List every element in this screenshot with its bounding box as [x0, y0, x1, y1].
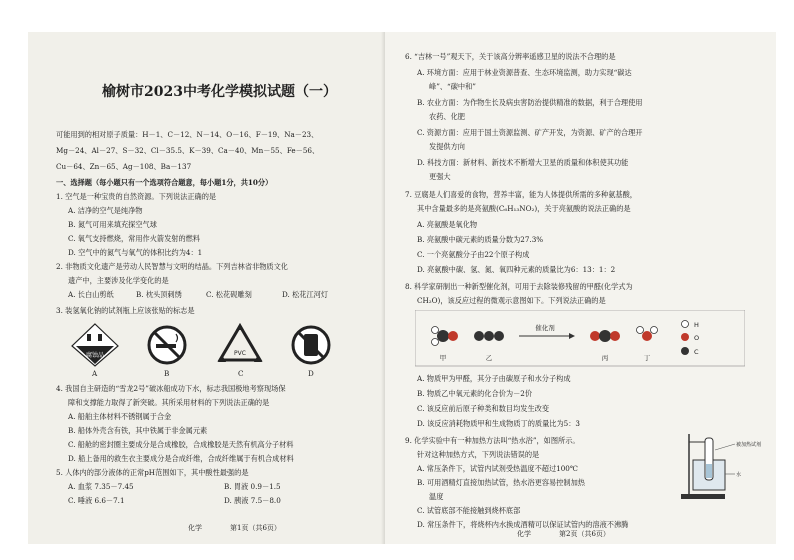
- q9-option-line-5: D. 常压条件下，将烧杯内水换成酒精可以保证试管内的溶液不沸腾: [417, 520, 629, 529]
- sign-label-c: C: [238, 369, 244, 378]
- atomic-mass-line-3: Cu－64、Zn－65、Ag－108、Ba－137: [56, 162, 192, 171]
- q4-option-a: A. 船舶主体材料不锈钢属于合金: [68, 412, 172, 421]
- q1-option-c: C. 氧气支持燃烧，常用作火箭发射的燃料: [68, 234, 201, 243]
- legend-h: H: [694, 321, 699, 329]
- q6-option-line-1: A. 环境方面：应用于林业资源普查、生态环境监测，助力实现“碳达: [417, 68, 632, 77]
- q2-option-b: B. 枕头顶刺绣: [136, 290, 182, 299]
- footer-page-2: 第2页（共6页）: [559, 530, 610, 538]
- q9-option-line-1: A. 常压条件下，试管内试剂受热温度不超过100℃: [417, 464, 578, 473]
- q6-option-line-2: 峰”、“碳中和”: [429, 82, 476, 91]
- q3-stem: 3. 装氢氧化钠的试剂瓶上应该张贴的标志是: [56, 306, 195, 315]
- q6-option-line-8: 更强大: [429, 172, 451, 181]
- figure-label-reagent: 被加热试剂: [736, 442, 762, 448]
- q5-stem: 5. 人体内的部分液体的正常pH范围如下，其中酸性最强的是: [56, 468, 249, 477]
- label-ding: 丁: [643, 354, 651, 362]
- q1-option-a: A. 洁净的空气是纯净物: [68, 206, 143, 215]
- q6-option-line-7: D. 科技方面：新材料、新技术不断增大卫星的质量和体积使其功能: [417, 158, 629, 167]
- q2-option-a: A. 长白山剪纸: [68, 290, 114, 299]
- q4-option-d: D. 船上备用的救生衣主要成分是合成纤维，合成纤维属于有机合成材料: [68, 454, 294, 463]
- q9-stem-2: 针对这种加热方式，下列说法错误的是: [417, 450, 540, 459]
- q1-option-b: B. 氮气可用来填充探空气球: [68, 220, 157, 229]
- sign-label-d: D: [308, 369, 314, 378]
- corrosive-sign-icon: [70, 322, 120, 368]
- footer-page-1: 第1页（共6页）: [230, 524, 281, 532]
- q9-option-line-2: B. 可用酒精灯直接加热试管，热水浴更容易控制加热: [417, 478, 585, 487]
- corrosive-sign-text: 腐蚀品: [85, 352, 105, 359]
- q8-option-b: B. 物质乙中氧元素的化合价为－2价: [417, 389, 533, 398]
- atomic-mass-line-2: Mg－24、Al－27、S－32、Cl－35.5、K－39、Ca－40、Mn－55、Fe－56、: [56, 146, 320, 155]
- q4-option-c: C. 船舱的密封圈主要成分是合成橡胶，合成橡胶是天然有机高分子材料: [68, 440, 294, 449]
- q8-option-a: A. 物质甲为甲醛，其分子由碳原子和水分子构成: [417, 374, 571, 383]
- exam-page-1: [28, 32, 385, 544]
- q9-option-line-3: 温度: [429, 492, 444, 501]
- q7-stem-line-2: 其中含量最多的是亮氨酸(C₆H₁₃NO₂)，关于亮氨酸的说法正确的是: [417, 204, 631, 213]
- sign-label-b: B: [164, 369, 170, 378]
- q6-option-line-3: B. 农业方面：为作物生长及病虫害防治提供精准的数据，利于合理使用: [417, 98, 643, 107]
- q5-option-c: C. 唾液 6.6－7.1: [68, 496, 125, 505]
- q6-option-line-6: 发提供方向: [429, 142, 465, 151]
- exam-title: 榆树市2023中考化学模拟试题（一）: [102, 84, 337, 100]
- label-yi: 乙: [485, 354, 493, 362]
- q7-option-c: C. 一个亮氨酸分子由22个原子构成: [417, 250, 530, 259]
- footer-subject-1: 化学: [188, 524, 202, 532]
- q6-stem: 6. “吉林一号”观天下，关于该高分辨率遥感卫星的说法不合理的是: [405, 52, 616, 61]
- prohibition-barrel-sign-icon: [290, 324, 332, 366]
- legend-o: O: [694, 334, 700, 342]
- atomic-mass-line-1: 可能用到的相对原子质量：H－1、C－12、N－14、O－16、F－19、Na－23、: [56, 130, 319, 139]
- q5-option-a: A. 血浆 7.35－7.45: [68, 482, 134, 491]
- q7-option-b: B. 亮氨酸中碳元素的质量分数为27.3%: [417, 235, 544, 244]
- no-smoking-sign-icon: [146, 324, 188, 366]
- q8-option-d: D. 该反应消耗物质甲和生成物质丁的质量比为5：3: [417, 419, 580, 428]
- q7-option-d: D. 亮氨酸中碳、氢、氮、氧四种元素的质量比为6：13：1：2: [417, 265, 616, 274]
- catalyst-label: 催化剂: [535, 324, 555, 332]
- exam-page-2: [385, 32, 776, 544]
- q6-option-line-4: 农药、化肥: [429, 112, 465, 121]
- footer-subject-2: 化学: [517, 530, 531, 538]
- q4-stem-line-1: 4. 我国自主研造的“雪龙2号”破冰船成功下水，标志我国极地考察现场保: [56, 384, 286, 393]
- q7-option-a: A. 亮氨酸是氧化物: [417, 220, 478, 229]
- q9-stem: 9. 化学实验中有一种加热方法叫“热水浴”，如图所示。: [405, 436, 580, 445]
- q1-option-d: D. 空气中的氮气与氧气的体积比约为4：1: [68, 248, 203, 257]
- q9-option-line-4: C. 试管底部不能接触到烧杯底部: [417, 506, 521, 515]
- sign-label-a: A: [92, 369, 98, 378]
- label-bing: 丙: [601, 354, 609, 362]
- q2-stem-line-2: 遗产中，主要涉及化学变化的是: [68, 276, 169, 285]
- reaction-diagram: [415, 310, 745, 370]
- recycling-sign-icon: [216, 322, 264, 368]
- water-bath-figure: [675, 430, 771, 504]
- q8-option-c: C. 该反应前后原子种类和数目均发生改变: [417, 404, 550, 413]
- section-heading: 一、选择题（每小题只有一个选项符合题意，每小题1分，共10分）: [56, 178, 273, 187]
- q6-option-line-5: C. 资源方面：应用于国土资源监测、矿产开发，为资源、矿产的合理开: [417, 128, 643, 137]
- figure-label-water: 水: [736, 472, 742, 478]
- exam-sheet: [28, 32, 776, 544]
- q4-option-b: B. 船体外壳含有铁，其中铁属于非金属元素: [68, 426, 208, 435]
- q1-stem: 1. 空气是一种宝贵的自然资源。下列说法正确的是: [56, 192, 217, 201]
- q2-stem-line-1: 2. 非物质文化遗产是劳动人民智慧与文明的结晶。下列吉林省非物质文化: [56, 262, 288, 271]
- q4-stem-line-2: 障和支撑能力取得了新突破。其所采用材料的下列说法正确的是: [68, 398, 270, 407]
- q2-option-d: D. 松花江河灯: [282, 290, 329, 299]
- q2-option-c: C. 松花砚雕刻: [206, 290, 252, 299]
- legend-c: C: [694, 348, 699, 356]
- label-jia: 甲: [439, 354, 447, 362]
- q8-stem-line-1: 8. 科学家研制出一种新型催化剂，可用于去除装修残留的甲醛(化学式为: [405, 282, 633, 291]
- q5-option-b: B. 胃液 0.9－1.5: [224, 482, 281, 491]
- q7-stem-line-1: 7. 豆腐是人们喜爱的食物，营养丰富，能为人体提供所需的多种氨基酸，: [405, 190, 637, 199]
- pvc-text: PVC: [234, 350, 246, 357]
- molecule-jia-carbon: [437, 330, 449, 342]
- q8-stem-line-2: CH₂O)，该反应过程的微观示意图如下。下列说法正确的是: [417, 296, 606, 305]
- q5-option-d: D. 胰液 7.5－8.0: [224, 496, 281, 505]
